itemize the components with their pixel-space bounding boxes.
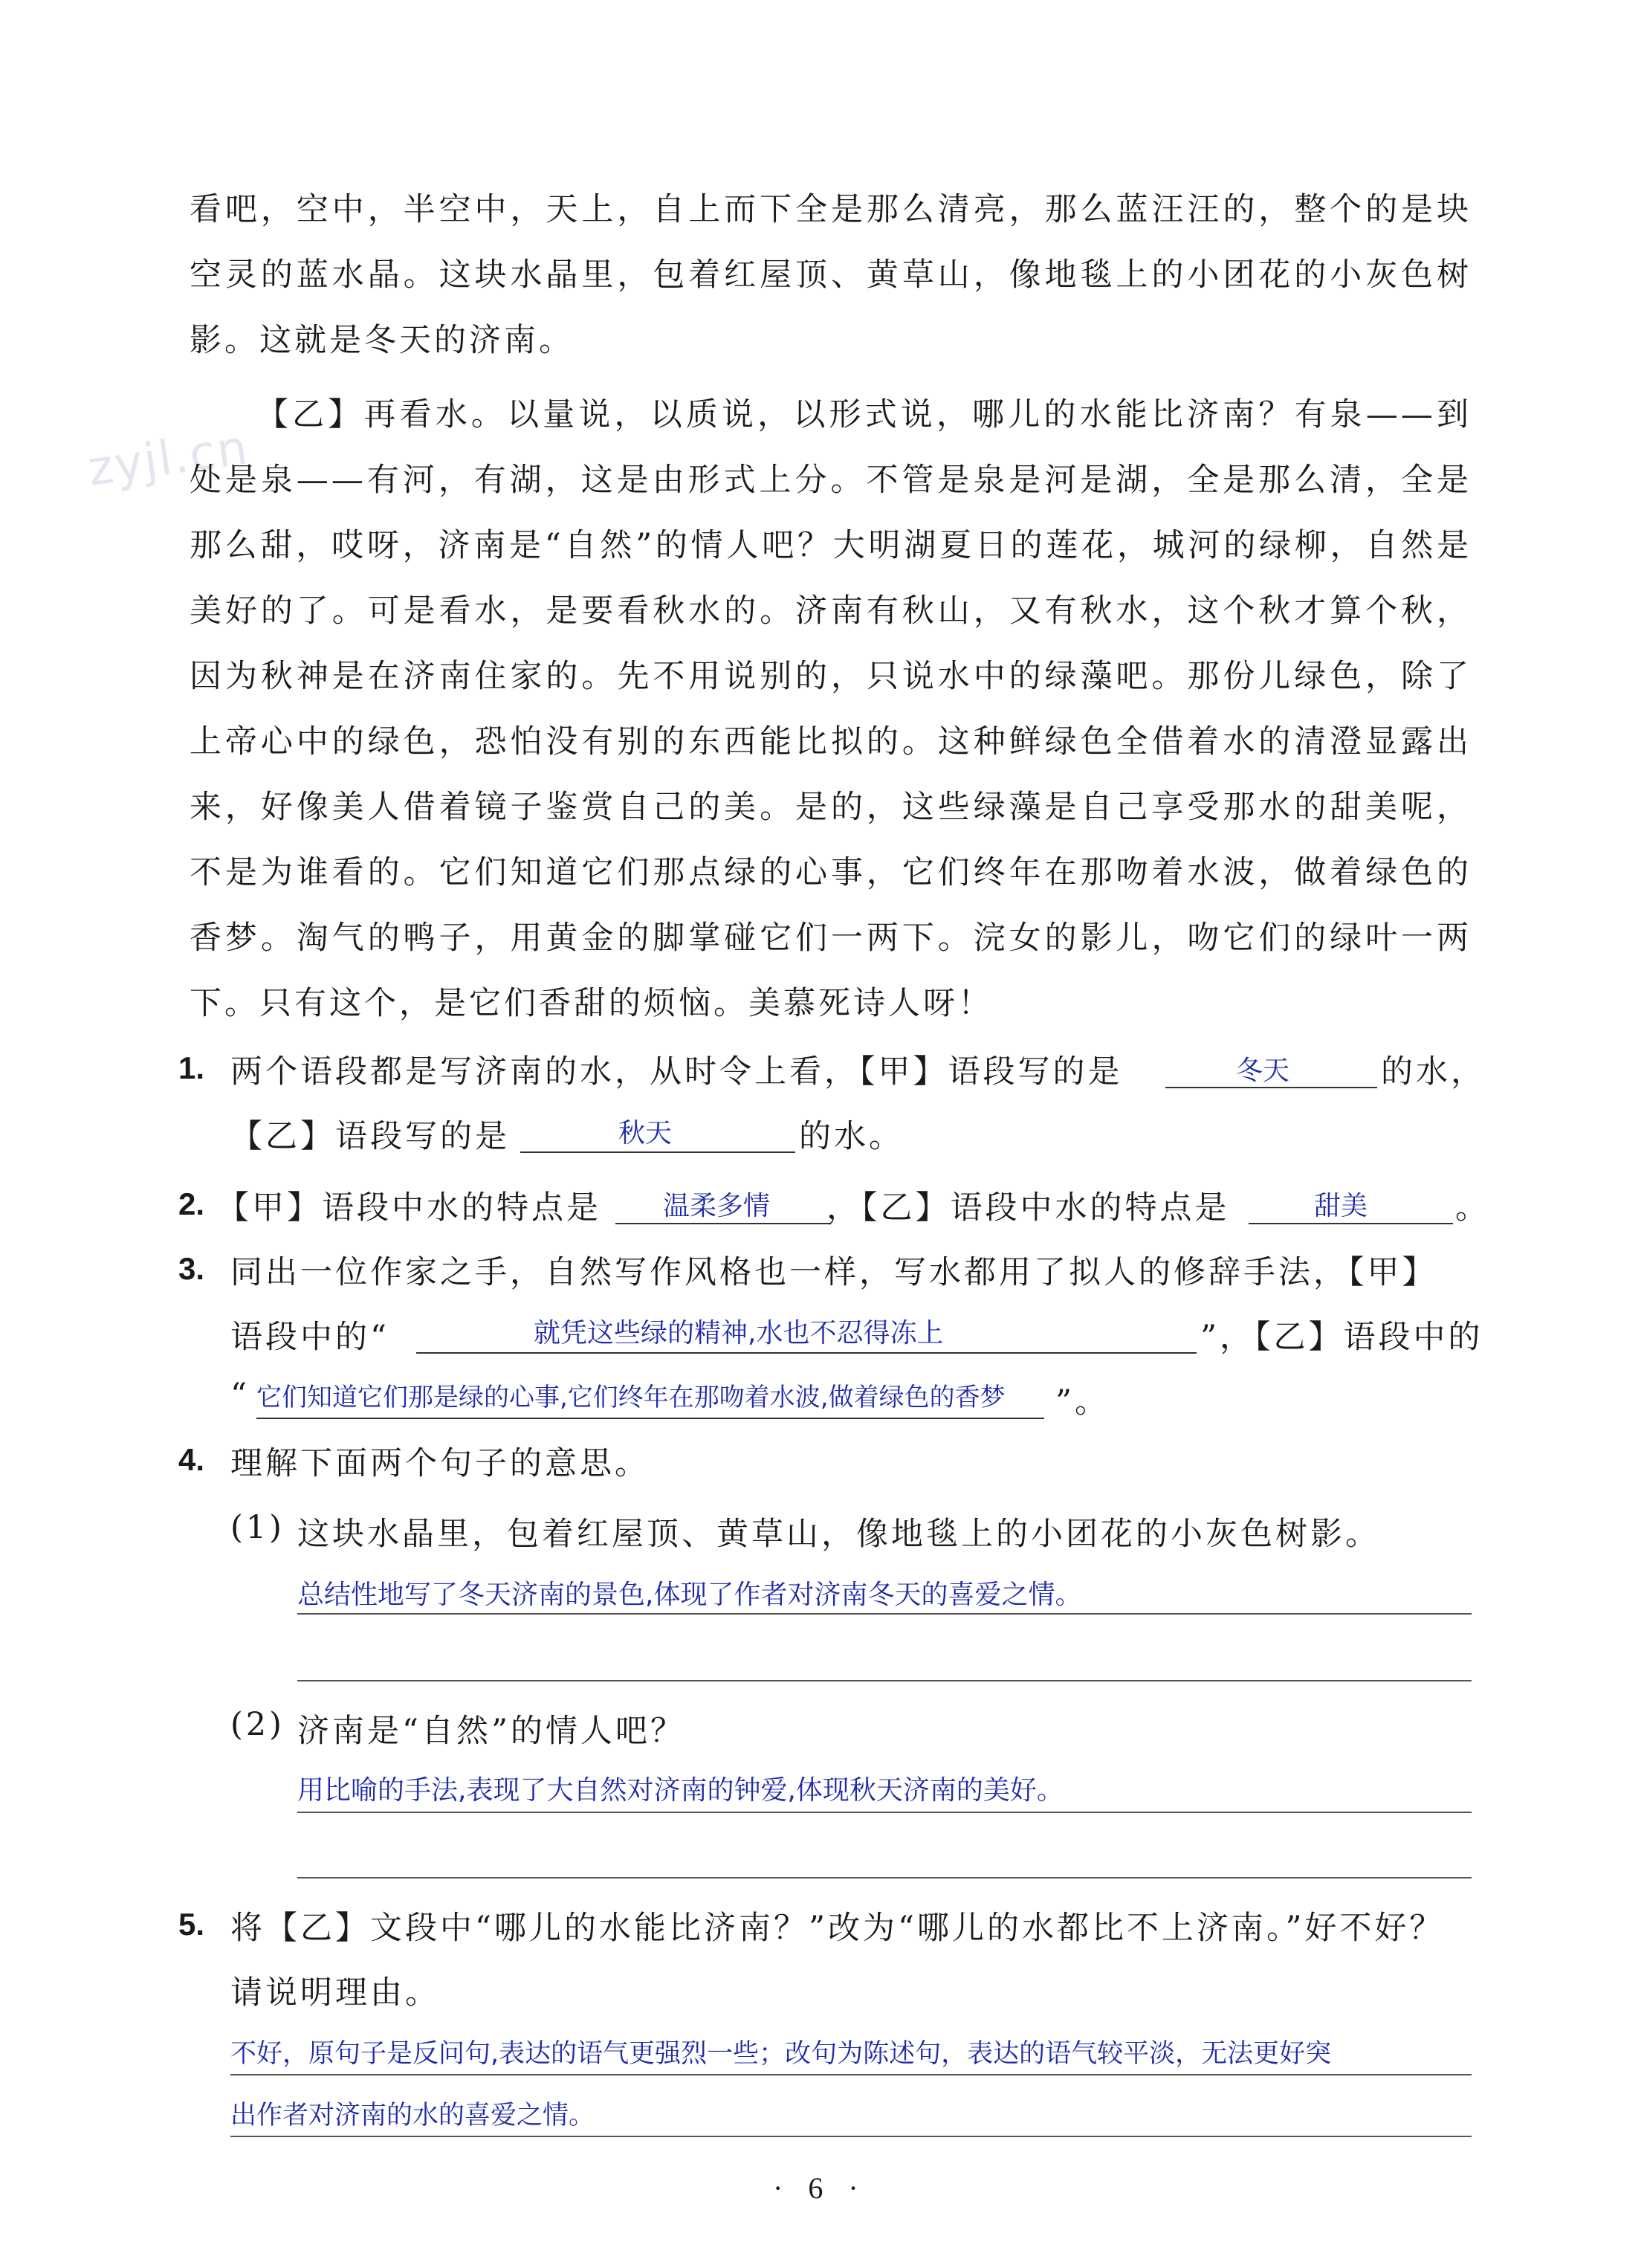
passage-jia-ending: 看吧，空中，半空中，天上，自上而下全是那么清亮，那么蓝汪汪的，整个的是块空灵的蓝水晶。这块水晶里，包着红屋顶、黄草山，像地毯上的小团花的小灰色树影。这就是冬天的济南。 [190, 191, 1472, 359]
q3-answer-jia: 就凭这些绿的精神,水也不忍得冻上 [534, 1318, 944, 1348]
q1-number: 1. [178, 1050, 205, 1085]
q5-text-b: 请说明理由。 [230, 1974, 440, 2012]
q4-number: 4. [178, 1442, 205, 1477]
q3-answer-yi: 它们知道它们那是绿的心事,它们终年在那吻着水波,做着绿色的香梦 [256, 1383, 1006, 1412]
q4-sub2-text: 济南是“自然”的情人吧？ [297, 1713, 685, 1750]
q3-number: 3. [178, 1251, 205, 1286]
watermark: zyjl.cn [84, 420, 253, 497]
q1-answer-jia: 冬天 [1236, 1056, 1290, 1086]
q4-sub1-answer-line-2[interactable] [297, 1680, 1472, 1681]
page-number: · 6 · [773, 2171, 867, 2205]
q1-blank-yi[interactable] [520, 1150, 795, 1153]
q3-text-c: ”，【乙】语段中的 [1200, 1319, 1483, 1356]
q4-sub1-label: (1) [230, 1509, 285, 1546]
q2-text-c: 。 [1455, 1189, 1490, 1227]
q1-text-a: 两个语段都是写济南的水，从时令上看，【甲】语段写的是 [230, 1053, 1123, 1091]
q5-answer-line-1-text: 不好，原句子是反问句,表达的语气更强烈一些；改句为陈述句，表达的语气较平淡，无法更好突 [230, 2039, 1332, 2069]
q1-text-c: 【乙】语段写的是 [230, 1118, 510, 1155]
q4-sub2-answer: 用比喻的手法,表现了大自然对济南的钟爱,体现秋天济南的美好。 [297, 1775, 1064, 1806]
q2-answer-yi: 甜美 [1314, 1191, 1368, 1221]
q3-text-a: 同出一位作家之手，自然写作风格也一样，写水都用了拟人的修辞手法，【甲】 [230, 1254, 1437, 1291]
q4-sub2-answer-line-1[interactable] [297, 1812, 1472, 1813]
q5-answer-line-2[interactable] [230, 2136, 1472, 2137]
q3-blank-jia[interactable] [416, 1351, 1197, 1354]
q5-text-a: 将【乙】文段中“哪儿的水能比济南？”改为“哪儿的水都比不上济南。”好不好？ [230, 1910, 1445, 1947]
q4-sub1-text: 这块水晶里，包着红屋顶、黄草山，像地毯上的小团花的小灰色树影。 [297, 1516, 1380, 1553]
q5-answer-line-1[interactable] [230, 2074, 1472, 2075]
q5-answer-line-2-text: 出作者对济南的水的喜爱之情。 [230, 2101, 595, 2130]
q3-text-e: ”。 [1055, 1383, 1110, 1421]
q2-answer-jia: 温柔多情 [663, 1191, 771, 1221]
passage-yi: 【乙】再看水。以量说，以质说，以形式说，哪儿的水能比济南？有泉——到处是泉——有河，有湖，这是由形式上分。不管是泉是河是湖，全是那么清，全是那么甜，哎呀，济南是“自然”的情人吧？大明湖夏日的莲花，城河的绿柳，自然是美好的了。可是看水，是要看秋水的。济南有秋山，又有秋水，这个秋才算个秋，因为秋神是在济南住家的。先不用说别的，只说水中的绿藻吧。那份儿绿色，除了上帝心中的绿色，恐怕没有别的东西能比拟的。这种鲜绿色全借着水的清澄显露出来，好像美人借着镜子鉴赏自己的美。是的，这些绿藻是自己享受那水的甜美呢，不是为谁看的。它们知道它们那点绿的心事，它们终年在那吻着水波，做着绿色的香梦。淘气的鸭子，用黄金的脚掌碰它们一两下。浣女的影儿，吻它们的绿叶一两下。只有这个，是它们香甜的烦恼。美慕死诗人呀！ [190, 396, 1472, 1022]
q4-sub1-answer: 总结性地写了冬天济南的景色,体现了作者对济南冬天的喜爱之情。 [297, 1580, 1082, 1610]
q2-text-b: ，【乙】语段中水的特点是 [826, 1189, 1230, 1227]
q3-text-d: “ [230, 1377, 250, 1414]
q3-blank-yi[interactable] [256, 1416, 1044, 1419]
q1-answer-yi: 秋天 [618, 1118, 673, 1148]
q2-number: 2. [178, 1186, 205, 1221]
q3-text-b: 语段中的“ [230, 1319, 389, 1356]
q1-text-d: 的水。 [799, 1118, 904, 1155]
q4-sub1-answer-line-1[interactable] [297, 1613, 1472, 1615]
q4-sub2-answer-line-2[interactable] [297, 1877, 1472, 1878]
q4-text: 理解下面两个句子的意思。 [230, 1445, 650, 1482]
q2-text-a: 【甲】语段中水的特点是 [217, 1189, 601, 1227]
q4-sub2-label: (2) [230, 1706, 285, 1743]
q5-number: 5. [178, 1907, 205, 1942]
q1-text-b: 的水， [1381, 1053, 1486, 1091]
